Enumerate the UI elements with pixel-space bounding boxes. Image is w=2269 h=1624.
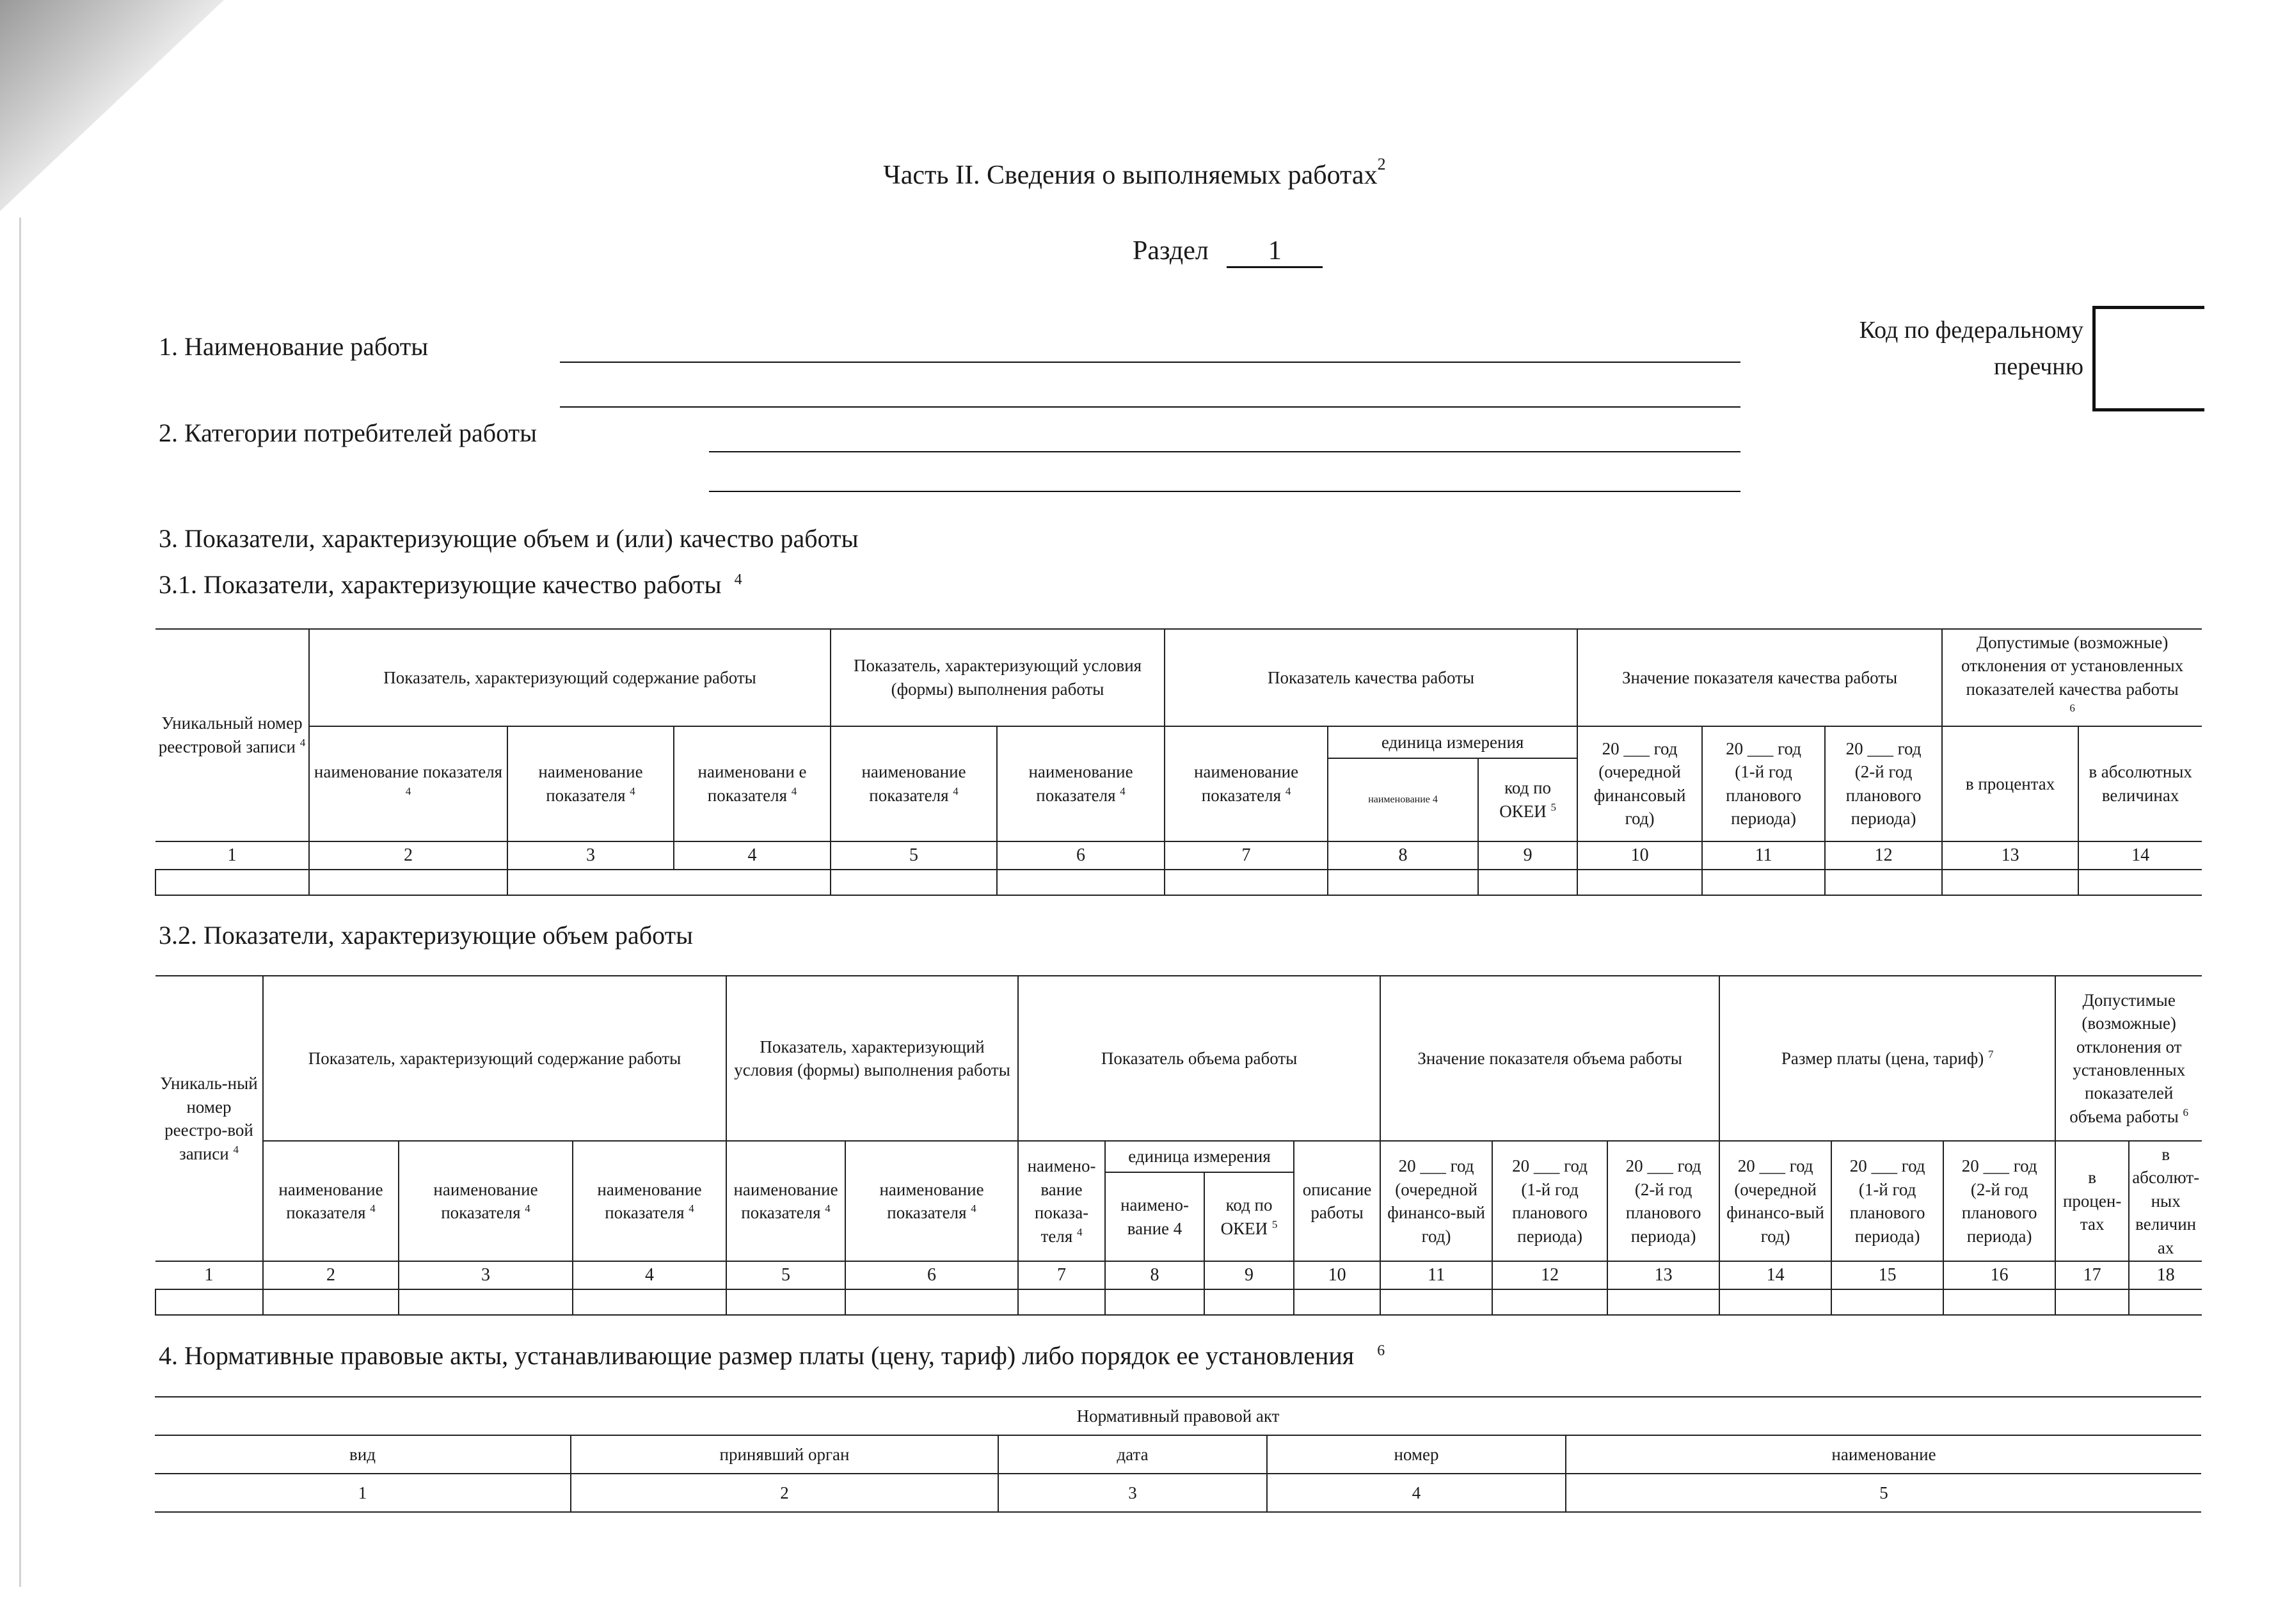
legal-acts-table xyxy=(155,1396,2201,1513)
indicator-name-col4: наименовани е показателя $^4$ xyxy=(674,726,831,841)
year-current: 20 ___ год (очередной финансовый год) xyxy=(1577,726,1702,841)
fee-header: Размер платы (цена, тариф) $^7$ xyxy=(1719,976,2055,1141)
content-indicator-header: Показатель, характеризующий содержание работы xyxy=(309,629,831,726)
year-plan-1: 20 ___ год (1-й год планового периода) xyxy=(1702,726,1825,841)
fee-year-plan-1: 20 ___ год (1-й год планового периода) xyxy=(1831,1141,1943,1261)
volume-indicator-header: Показатель объема работы xyxy=(1018,976,1380,1141)
quality-deviation-header: Допустимые (возможные) отклонения от установленных показателей качества работы $^6$ xyxy=(1942,629,2202,726)
value-year-plan-2: 20 ___ год (2-й год планового периода) xyxy=(1607,1141,1719,1261)
unit-name-header: наименование 4 xyxy=(1328,758,1478,841)
volume-value-header: Значение показателя объема работы xyxy=(1380,976,1719,1141)
section-label: Раздел xyxy=(1133,236,1209,266)
unit-name-header: наимено-вание 4 xyxy=(1105,1172,1204,1261)
legal-act-number-header: номер xyxy=(1267,1435,1566,1474)
indicator-name-col7: наимено-вание показа-теля $^4$ xyxy=(1018,1141,1105,1261)
federal-code-line1: Код по федеральному xyxy=(1859,317,2083,344)
table-row[interactable] xyxy=(155,1289,2202,1315)
indicator-name-col2: наименование показателя $^4$ xyxy=(309,726,507,841)
title-footnote: 2 xyxy=(1377,155,1386,173)
quality-indicators-text: 3.1. Показатели, характеризующие качество работы xyxy=(159,570,722,599)
content-indicator-header: Показатель, характеризующий содержание работы xyxy=(263,976,726,1141)
deviation-percent-header: в процен-тах xyxy=(2055,1141,2129,1261)
unit-header: единица измерения xyxy=(1105,1141,1294,1172)
indicator-name-col4: наименование показателя $^4$ xyxy=(573,1141,726,1261)
section-heading xyxy=(1133,235,1323,268)
legal-act-type-header: вид xyxy=(155,1435,571,1474)
value-year-current: 20 ___ год (очередной финансо-вый год) xyxy=(1380,1141,1492,1261)
fee-year-current: 20 ___ год (очередной финансо-вый год) xyxy=(1719,1141,1831,1261)
column-number-row: 1 2 3 4 5 6 7 8 9 10 11 12 13 14 xyxy=(155,841,2202,870)
quality-value-header: Значение показателя качества работы xyxy=(1577,629,1942,726)
indicator-name-col6: наименование показателя $^4$ xyxy=(845,1141,1018,1261)
work-description-header: описание работы xyxy=(1294,1141,1380,1261)
unique-record-header: Уникаль-ный номер реестро-вой записи $^4$ xyxy=(155,976,263,1261)
okei-code-header: код по ОКЕИ $^5$ xyxy=(1204,1172,1294,1261)
indicator-name-col3: наименование показателя $^4$ xyxy=(507,726,674,841)
indicator-name-col5: наименование показателя $^4$ xyxy=(831,726,997,841)
volume-indicators-table xyxy=(155,975,2202,1316)
conditions-indicator-header: Показатель, характеризующий условия (формы) выполнения работы xyxy=(831,629,1165,726)
section-number: 1 xyxy=(1227,235,1323,268)
quality-indicators-footnote: 4 xyxy=(734,571,742,588)
indicator-name-col6: наименование показателя $^4$ xyxy=(997,726,1165,841)
table-row[interactable] xyxy=(155,870,2202,895)
volume-indicators-heading: 3.2. Показатели, характеризующие объем работы xyxy=(159,921,693,950)
title-text: Часть II. Сведения о выполняемых работах xyxy=(883,161,1378,190)
okei-code-header: код по ОКЕИ $^5$ xyxy=(1478,758,1577,841)
deviation-percent-header: в процентах xyxy=(1942,726,2078,841)
legal-act-authority-header: принявший орган xyxy=(571,1435,998,1474)
legal-acts-footnote: 6 xyxy=(1377,1342,1385,1359)
consumer-categories-label: 2. Категории потребителей работы xyxy=(159,418,537,447)
indicator-name-col3: наименование показателя $^4$ xyxy=(399,1141,573,1261)
consumer-categories-line-1[interactable] xyxy=(709,451,1740,452)
page-title xyxy=(0,155,2269,191)
federal-code-label xyxy=(1859,312,2083,385)
indicator-name-col2: наименование показателя $^4$ xyxy=(263,1141,399,1261)
conditions-indicator-header: Показатель, характеризующий условия (формы) выполнения работы xyxy=(726,976,1018,1141)
indicators-heading: 3. Показатели, характеризующие объем и (или) качество работы xyxy=(159,524,859,553)
legal-act-header: Нормативный правовой акт xyxy=(155,1397,2201,1435)
federal-code-box[interactable] xyxy=(2092,306,2204,411)
quality-indicators-heading xyxy=(159,569,742,600)
work-name-line-1[interactable] xyxy=(560,362,1740,363)
legal-acts-heading xyxy=(159,1341,1385,1371)
volume-deviation-header: Допустимые (возможные) отклонения от установленных показателей объема работы $^6$ xyxy=(2055,976,2202,1141)
work-name-label: 1. Наименование работы xyxy=(159,332,429,361)
unit-header: единица измерения xyxy=(1328,726,1577,758)
column-number-row: 1 2 3 4 5 xyxy=(155,1474,2201,1512)
work-name-line-2[interactable] xyxy=(560,406,1740,408)
year-plan-2: 20 ___ год (2-й год планового периода) xyxy=(1825,726,1942,841)
legal-acts-text: 4. Нормативные правовые акты, устанавливающие размер платы (цену, тариф) либо порядок ее установления xyxy=(159,1341,1355,1370)
deviation-absolute-header: в абсолют-ных величин ах xyxy=(2129,1141,2202,1261)
indicator-name-col7: наименование показателя $^4$ xyxy=(1165,726,1328,841)
unique-record-header: Уникальный номер реестровой записи $^4$ xyxy=(155,629,309,841)
column-number-row: 1 2 3 4 5 6 7 8 9 10 11 12 13 14 15 16 17 18 xyxy=(155,1261,2202,1289)
legal-act-name-header: наименование xyxy=(1566,1435,2201,1474)
legal-act-date-header: дата xyxy=(998,1435,1267,1474)
indicator-name-col5: наименование показателя $^4$ xyxy=(726,1141,845,1261)
federal-code-line2: перечню xyxy=(1994,353,2083,380)
quality-indicators-table xyxy=(155,628,2202,896)
fee-year-plan-2: 20 ___ год (2-й год планового периода) xyxy=(1943,1141,2055,1261)
value-year-plan-1: 20 ___ год (1-й год планового периода) xyxy=(1492,1141,1607,1261)
consumer-categories-line-2[interactable] xyxy=(709,491,1740,492)
quality-indicator-header: Показатель качества работы xyxy=(1165,629,1577,726)
deviation-absolute-header: в абсолютных величинах xyxy=(2078,726,2202,841)
scan-edge xyxy=(19,218,21,1587)
